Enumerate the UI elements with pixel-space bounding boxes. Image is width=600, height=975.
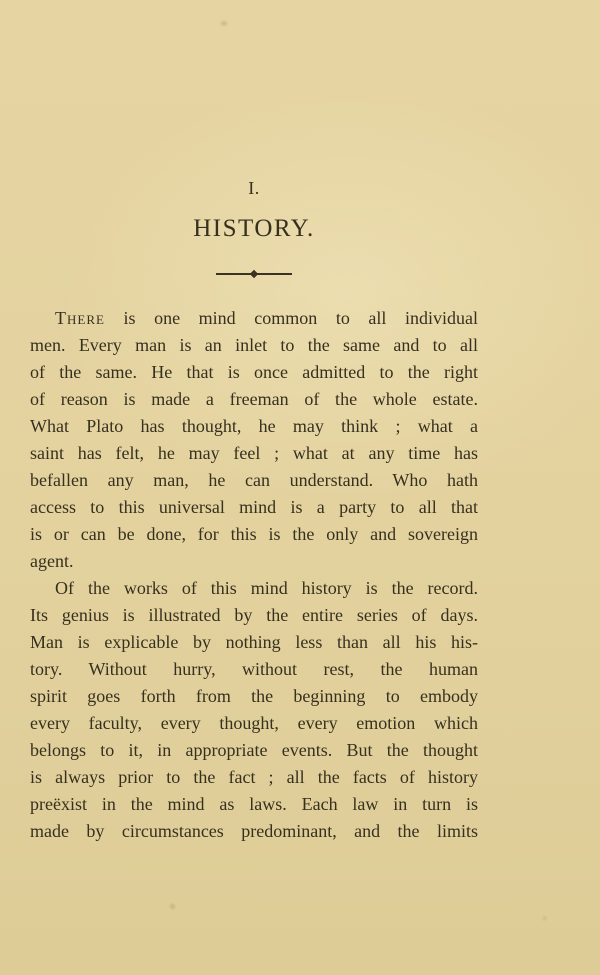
text-line: every faculty, every thought, every emotion which: [30, 713, 478, 733]
text-line: men. Every man is an inlet to the same and to all: [30, 335, 478, 355]
paper-speck: [543, 917, 546, 920]
text-line: belongs to it, in appropriate events. But the thought: [30, 740, 478, 760]
text-line: Of the works of this mind history is the record.: [55, 578, 478, 598]
text-line: agent.: [30, 551, 74, 571]
text-line: tory. Without hurry, without rest, the human: [30, 659, 478, 679]
text-line: is or can be done, for this is the only and sovereign: [30, 524, 478, 544]
text-line: [30, 305, 478, 332]
text-line: made by circumstances predominant, and the limits: [30, 821, 478, 841]
chapter-title: HISTORY.: [193, 215, 315, 242]
paper-speck: [170, 904, 175, 909]
text-line: of reason is made a freeman of the whole estate.: [30, 389, 478, 409]
divider-diamond-icon: [250, 270, 258, 278]
paper-speck: [221, 21, 227, 26]
text-line: is always prior to the fact ; all the facts of history: [30, 767, 478, 787]
body-text: [30, 305, 478, 845]
text-line: befallen any man, he can understand. Who hath: [30, 470, 478, 490]
text-line: Man is explicable by nothing less than all his his-: [30, 632, 478, 652]
text-line: spirit goes forth from the beginning to embody: [30, 686, 478, 706]
section-divider: [30, 268, 478, 280]
line-text: is one mind common to all individual: [104, 308, 478, 328]
text-line: saint has felt, he may feel ; what at any time has: [30, 443, 478, 463]
text-line: preëxist in the mind as laws. Each law in turn is: [30, 794, 478, 814]
text-line: What Plato has thought, he may think ; what a: [30, 416, 478, 436]
text-line: Its genius is illustrated by the entire series of days.: [30, 605, 478, 625]
text-line: of the same. He that is once admitted to the right: [30, 362, 478, 382]
lead-word: There: [55, 308, 105, 328]
text-line: access to this universal mind is a party to all that: [30, 497, 478, 517]
chapter-number: I.: [248, 178, 260, 198]
